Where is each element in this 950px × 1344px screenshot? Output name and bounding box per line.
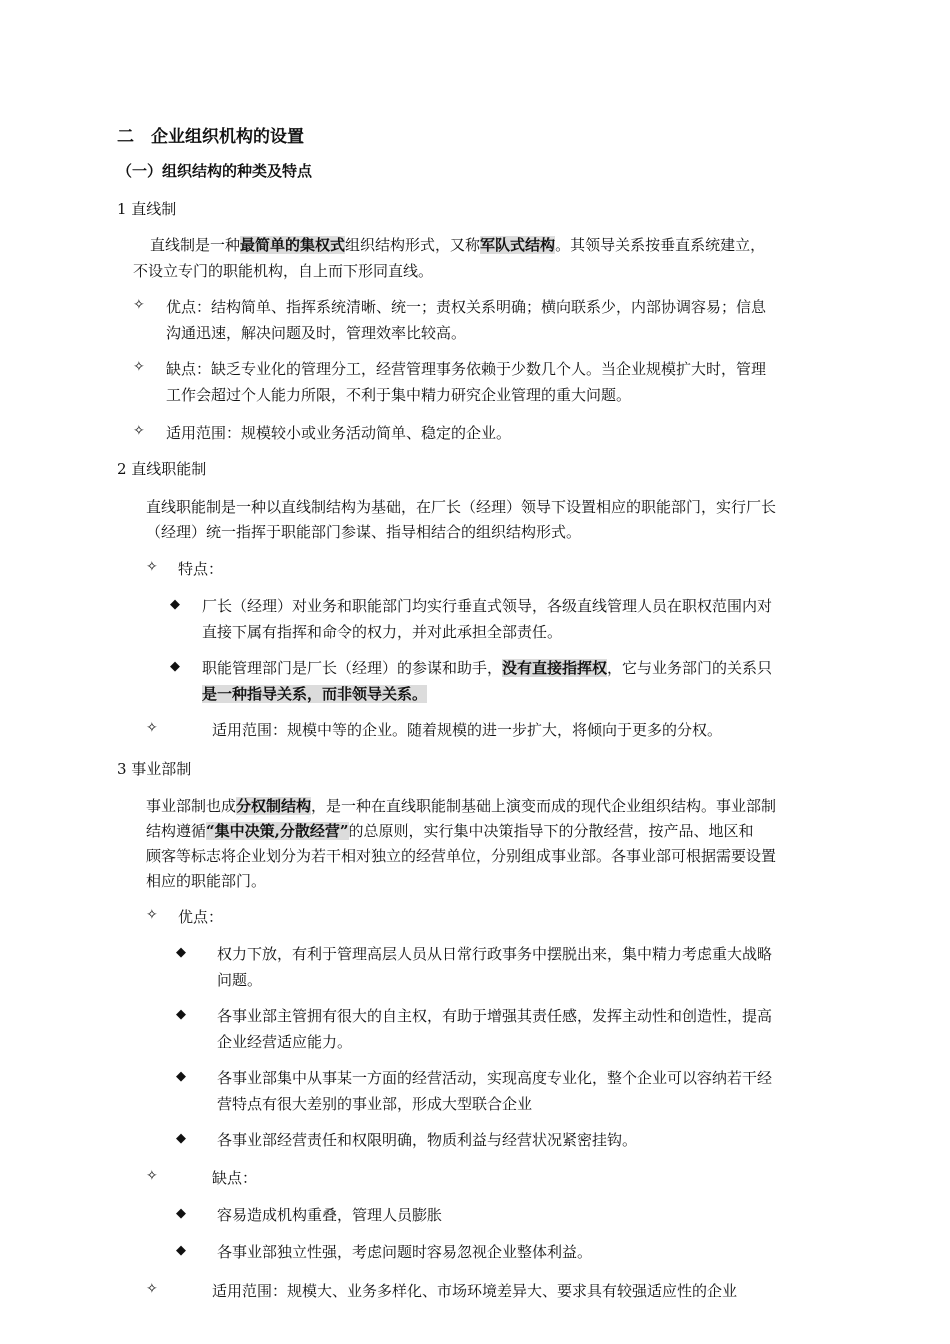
s3-adv-3-line-1: 各事业部集中从事某一方面的经营活动，实现高度专业化，整个企业可以容纳若干经 — [217, 1069, 773, 1087]
solid-diamond-icon: ◆ — [176, 1131, 186, 1146]
s3-disadvantages-label: 缺点： — [212, 1169, 258, 1187]
s1-advantages-line-1: 优点：结构简单、指挥系统清晰、统一；责权关系明确；横向联系少，内部协调容易；信息 — [166, 298, 767, 316]
s3-dis-2: 各事业部独立性强，考虑问题时容易忽视企业整体利益。 — [217, 1243, 593, 1261]
solid-diamond-icon: ◆ — [170, 659, 180, 674]
open-diamond-icon: ✧ — [146, 1168, 158, 1184]
solid-diamond-icon: ◆ — [176, 1069, 186, 1084]
section-3-title: 3 事业部制 — [117, 760, 192, 778]
section-2-para-line-1: 直线职能制是一种以直线制结构为基础，在厂长（经理）领导下设置相应的职能部门，实行厂长 — [146, 498, 777, 516]
s2-feature-1-line-2: 直接下属有指挥和命令的权力，并对此承担全部责任。 — [202, 623, 563, 641]
solid-diamond-icon: ◆ — [176, 1206, 186, 1221]
section-3-para-line-2: 结构遵循“集中决策,分散经营”的总原则，实行集中决策指导下的分散经营，按产品、地区和 — [146, 822, 754, 840]
open-diamond-icon: ✧ — [133, 359, 145, 375]
open-diamond-icon: ✧ — [146, 720, 158, 736]
subsection-heading: （一）组织结构的种类及特点 — [117, 162, 313, 180]
section-heading: 二 企业组织机构的设置 — [117, 127, 304, 147]
section-3-para-line-1: 事业部制也成分权制结构，是一种在直线职能制基础上演变而成的现代企业组织结构。事业部制 — [146, 797, 777, 815]
solid-diamond-icon: ◆ — [170, 597, 180, 612]
s2-scope: 适用范围：规模中等的企业。随着规模的进一步扩大，将倾向于更多的分权。 — [212, 721, 723, 739]
s1-disadvantages-line-1: 缺点：缺乏专业化的管理分工，经营管理事务依赖于少数几个人。当企业规模扩大时，管理 — [166, 360, 767, 378]
open-diamond-icon: ✧ — [133, 423, 145, 439]
s1-advantages-line-2: 沟通迅速，解决问题及时，管理效率比较高。 — [166, 324, 467, 342]
section-1-title: 1 直线制 — [117, 200, 177, 218]
solid-diamond-icon: ◆ — [176, 945, 186, 960]
s3-adv-3-line-2: 营特点有很大差别的事业部，形成大型联合企业 — [217, 1095, 533, 1113]
s1-disadvantages-line-2: 工作会超过个人能力所限，不利于集中精力研究企业管理的重大问题。 — [166, 386, 632, 404]
highlight-guidance-relation: 是一种指导关系，而非领导关系。 — [202, 685, 428, 703]
s2-feature-1-line-1: 厂长（经理）对业务和职能部门均实行垂直式领导，各级直线管理人员在职权范围内对 — [202, 597, 773, 615]
highlight-simplest-centralized: 最简单的集权式 — [240, 236, 346, 254]
s3-adv-1-line-2: 问题。 — [217, 971, 263, 989]
open-diamond-icon: ✧ — [133, 297, 145, 313]
s3-adv-2-line-2: 企业经营适应能力。 — [217, 1033, 353, 1051]
s3-adv-4: 各事业部经营责任和权限明确，物质利益与经营状况紧密挂钩。 — [217, 1131, 638, 1149]
section-1-para-line-2: 不设立专门的职能机构，自上而下形同直线。 — [133, 262, 434, 280]
open-diamond-icon: ✧ — [146, 559, 158, 575]
section-2-title: 2 直线职能制 — [117, 460, 207, 478]
s2-features-label: 特点： — [178, 560, 224, 578]
highlight-no-direct-command: 没有直接指挥权 — [502, 659, 608, 677]
section-3-para-line-3: 顾客等标志将企业划分为若干相对独立的经营单位，分别组成事业部。各事业部可根据需要设置 — [146, 847, 777, 865]
s3-advantages-label: 优点： — [178, 908, 224, 926]
highlight-centralized-decision: “集中决策,分散经营” — [206, 822, 349, 840]
s3-adv-2-line-1: 各事业部主管拥有很大的自主权，有助于增强其责任感，发挥主动性和创造性，提高 — [217, 1007, 773, 1025]
highlight-military-structure: 军队式结构 — [480, 236, 556, 254]
s1-scope: 适用范围：规模较小或业务活动简单、稳定的企业。 — [166, 424, 512, 442]
section-1-para-line-1: 直线制是一种最简单的集权式组织结构形式，又称军队式结构。其领导关系按垂直系统建立， — [150, 236, 766, 254]
solid-diamond-icon: ◆ — [176, 1007, 186, 1022]
section-3-para-line-4: 相应的职能部门。 — [146, 872, 267, 890]
open-diamond-icon: ✧ — [146, 907, 158, 923]
s2-feature-2-line-2 — [202, 683, 427, 704]
solid-diamond-icon: ◆ — [176, 1243, 186, 1258]
s3-dis-1: 容易造成机构重叠，管理人员膨胀 — [217, 1206, 443, 1224]
s3-scope: 适用范围：规模大、业务多样化、市场环境差异大、要求具有较强适应性的企业 — [212, 1282, 738, 1300]
section-2-para-line-2: （经理）统一指挥于职能部门参谋、指导相结合的组织结构形式。 — [146, 523, 582, 541]
open-diamond-icon: ✧ — [146, 1281, 158, 1297]
highlight-decentralized-structure: 分权制结构 — [236, 797, 312, 815]
s2-feature-2-line-1: 职能管理部门是厂长（经理）的参谋和助手，没有直接指挥权，它与业务部门的关系只 — [202, 659, 773, 677]
s3-adv-1-line-1: 权力下放，有利于管理高层人员从日常行政事务中摆脱出来，集中精力考虑重大战略 — [217, 945, 773, 963]
